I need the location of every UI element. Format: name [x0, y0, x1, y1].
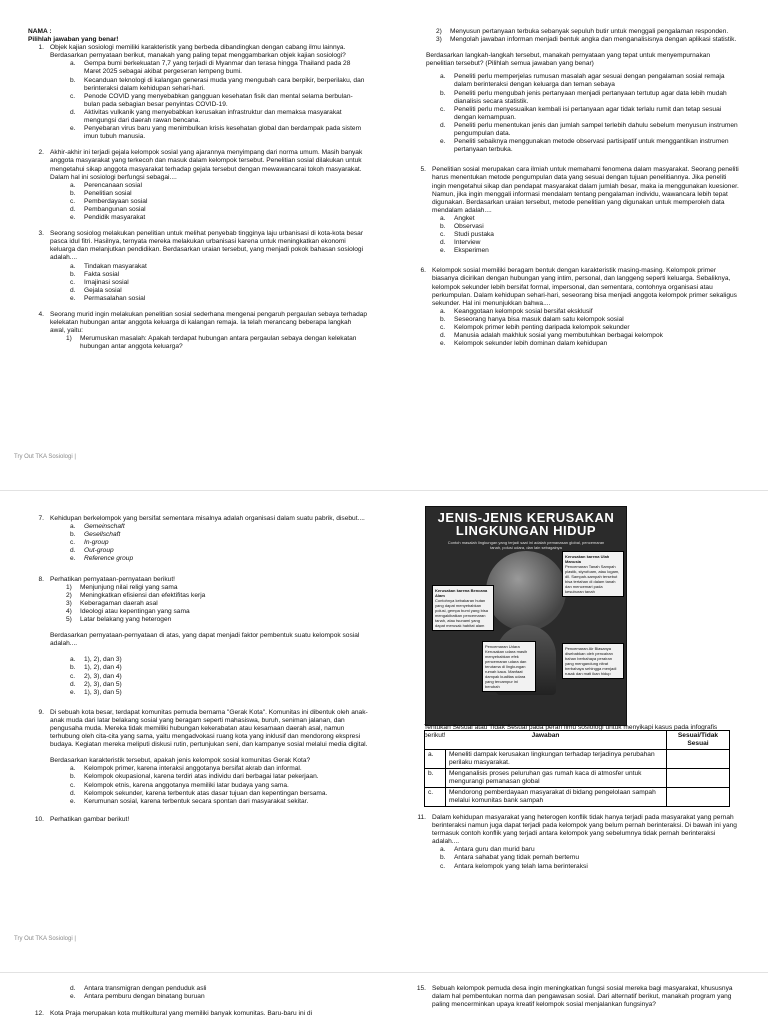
question-9 [28, 709, 368, 749]
answer-option[interactable]: d. Gejala sosial [70, 286, 122, 294]
table-row [425, 750, 730, 769]
question-number: 11. [417, 814, 426, 821]
answer-option[interactable]: d. 2), 3), dan 5) [70, 680, 122, 688]
infographic-box-natural-disaster: Kerusakan karena Bencana Alam Contohnya kebakaran hutan yang dapat menyebabkan polusi, gempa bumi yang bisa mengakibatkan pencemaran tanah, atau tsunami yang dapat merusak habitat alam [432, 585, 494, 631]
infographic-box-air-pollution: Pencemaran Udara Kerusakan udara masih menyebabkan efek pencemaran udara dan terutama di lingkungan rumah kaca. Manfaat dampak kualitas udara yang tercampur ini berubah [482, 641, 536, 692]
question-text: Di sebuah kota besar, terdapat komunitas pemuda bernama "Gerak Kota". Komunitas ini dibentuk oleh anak-anak muda dari latar belakang sosial yang beragam seperti mahasiswa, buruh, seniman jalanan, dan pengusaha muda. Mereka tidak memiliki hubungan kekerabatan atau kesamaan daerah asal, namun terhubung oleh cita-cita yang sama, yaitu mengadvokasi ruang kota yang inklusif dan mendorong ekspresi budaya. Kegiatan mereka meliputi diskusi rutin, pertunjukan seni, dan kampanye sosial melalui media digital. [50, 708, 368, 749]
answer-option[interactable]: d. Manusia adalah makhluk sosial yang membutuhkan berbagai kelompok [440, 332, 663, 340]
answer-option[interactable]: c. Imajinasi sosial [70, 278, 129, 286]
q4-step: 1) Merumuskan masalah: Apakah terdapat hubungan antara pergaulan sebaya dengan kelekatan hubungan antar anggota keluarga? [66, 335, 357, 351]
answer-option[interactable]: a. Gempa bumi berkekuatan 7,7 yang terjadi di Myanmar dan terasa hingga Thailand pada 28 Maret 2025 sebagai akibat pergeseran lempeng bumi. [70, 60, 351, 76]
question-number: 1. [38, 44, 44, 52]
answer-option[interactable]: a. Perencanaan sosial [70, 181, 142, 189]
infographic-title: JENIS-JENIS KERUSAKAN LINGKUNGAN HIDUP [437, 510, 615, 538]
statement-item: 4) Ideologi atau kepentingan yang sama [66, 607, 190, 615]
answer-option[interactable]: a. Tindakan masyarakat [70, 262, 147, 270]
question-number: 8. [38, 575, 44, 583]
question-text: Perhatikan pernyataan-pernyataan berikut! [50, 575, 175, 583]
answer-option[interactable]: b. Gesellschaft [70, 531, 121, 539]
answer-option[interactable]: d. Aktivitas vulkanik yang menyebabkan kerusakan infrastruktur dan memaksa masyarakat mengungsi dari daerah rawan bencana. [70, 108, 342, 125]
answer-option[interactable]: e. Kerumunan sosial, karena terbentuk secara spontan dari masyarakat sekitar. [70, 797, 309, 805]
answer-option[interactable]: b. Kecanduan teknologi di kalangan generasi muda yang mengubah cara berpikir, berperilaku, dan berinteraksi dalam kehidupan sehari-hari. [70, 76, 365, 92]
answer-option[interactable]: d. Pembangunan sosial [70, 205, 146, 213]
question-text: Sebuah kelompok pemuda desa ingin meningkatkan fungsi sosial mereka bagi masyarakat, khususnya dalam hal pembentukan norma dan pengawasan sosial. Dari alternatif berikut, manakah program yang paling mencerminkan upaya kreatif kelompok sosial menjalankan fungsinya? [432, 985, 733, 1009]
question-number: 4. [38, 311, 44, 318]
page-3 [0, 972, 768, 1025]
page3-left-column [28, 985, 368, 1018]
question-text: Tentukan Sesuai atau Tidak Sesuai pada peran ilmu sosiologi untuk menyikapi kasus pada infografis berikut! [424, 724, 718, 740]
instruction-text: Pilihlah jawaban yang benar! [28, 36, 119, 44]
column-header-sesuai: Sesuai/Tidak Sesuai [667, 731, 730, 750]
question-3 [28, 230, 368, 262]
answer-option[interactable]: c. Kelompok primer lebih penting daripada kelompok sekunder [440, 324, 630, 331]
answer-option[interactable]: b. Observasi [440, 222, 484, 230]
answer-option[interactable]: c. In-group [70, 539, 109, 547]
statement-item: 2) Meningkatkan efisiensi dan efektifitas kerja [66, 591, 206, 599]
q5-options [410, 215, 740, 255]
question-1 [28, 44, 368, 60]
question-text: Berdasarkan pernyataan-pernyataan di atas, yang dapat menjadi faktor pembentuk suatu kelompok sosial adalah.... [50, 632, 360, 648]
question-number: 10. [34, 815, 44, 823]
answer-option[interactable]: b. Penelitian sosial [70, 189, 132, 197]
row-statement: Mendorong pemberdayaan masyarakat di bidang pengelolaan sampah melalui komunitas bank sampah [446, 788, 667, 807]
statement-item: 3) Keberagaman daerah asal [66, 599, 158, 607]
answer-option[interactable]: a. Gemeinschaft [70, 523, 125, 531]
answer-option[interactable]: d. Antara transmigran dengan penduduk asli [70, 985, 207, 992]
question-text: Kota Praja merupakan kota multikultural yang memiliki banyak komunitas. Baru-baru ini di [50, 1010, 313, 1018]
question-number: 12. [34, 1010, 44, 1018]
q6-options [410, 308, 740, 348]
question-text: Penelitian sosial merupakan cara ilmiah untuk memahami fenomena dalam masyarakat. Seorang peneliti harus menentukan metode pengumpulan data yang sesuai dengan tujuan penelitiannya. Jika peneliti ingin mengetahui sikap dan pendapat masyarakat dalam jumlah besar, maka ia menggunakan kuesioner. Namun, jika ingin menggali informasi mendalam tentang pengalaman individu, wawancara lebih tepat digunakan. Berdasarkan uraian tersebut, metode penelitian yang digunakan untuk memperoleh data mendalam adalah.... [432, 166, 739, 214]
question-15 [410, 985, 740, 1009]
answer-option[interactable]: d. Peneliti perlu menentukan jenis dan jumlah sampel terlebih dahulu sebelum menyusun instrumen pengumpulan data. [440, 121, 738, 138]
answer-option[interactable]: b. Peneliti perlu mengubah jenis pertanyaan menjadi pertanyaan tertutup agar data lebih mudah dianalisis secara statistik. [440, 89, 727, 105]
answer-option[interactable]: c. Kelompok etnis, karena anggotanya memiliki latar budaya yang sama. [70, 781, 289, 789]
answer-option[interactable]: a. Keanggotaan kelompok sosial bersifat eksklusif [440, 307, 593, 315]
answer-option[interactable]: b. Fakta sosial [70, 270, 120, 278]
q2-options [28, 182, 368, 222]
row-answer-cell[interactable] [667, 769, 730, 788]
answer-option[interactable]: e. Peneliti sebaiknya menggunakan metode observasi partisipatif untuk menggantikan instrumen pertanyaan terbuka. [440, 138, 729, 154]
statement-item: 1) Menjunjung nilai religi yang sama [66, 583, 178, 591]
q4-options [410, 73, 740, 154]
q7-options [28, 523, 368, 563]
answer-option[interactable]: c. Penode COVID yang menyebabkan gangguan kesehatan fisik dan mental selama berbulan-bulan pada sebagian besar penyintas COVID-19. [70, 92, 353, 108]
answer-option[interactable]: b. Seseorang hanya bisa masuk dalam satu kelompok sosial [440, 315, 624, 323]
question-text: Akhir-akhir ini terjadi gejala kelompok sosial yang ajarannya menyimpang dari norma umum. Masih banyak anggota masyarakat yang terkecoh dan masuk dalam kelompok tersebut. Penelitian sosial dilakukan untuk mengetahui sikap anggota masyarakat terhadap gejala tersebut dengan mewawancarai tokoh masyarakat. Dalam hal ini sosiologi berfungsi sebagai.... [50, 149, 363, 181]
column-header-jawaban: Jawaban [425, 731, 667, 750]
answer-option[interactable]: d. Interview [440, 239, 481, 247]
answer-option[interactable]: c. Peneliti perlu menyesuaikan kembali isi pertanyaan agar tidak terlalu rumit dan tetap sesuai dengan kemampuan. [440, 105, 722, 121]
answer-option[interactable]: a. 1), 2), dan 3) [70, 656, 122, 664]
answer-option[interactable]: a. Kelompok primer, karena interaksi anggotanya bersifat akrab dan informal. [70, 765, 302, 773]
question-text: Seorang murid ingin melakukan penelitian sosial sederhana mengenai pengaruh pergaulan sebaya terhadap kelekatan hubungan antar anggota keluarga di kalangan remaja. Ia telah merancang beberapa langkah awal, yaitu: [50, 311, 368, 335]
answer-option[interactable]: e. Penyebaran virus baru yang menimbulkan krisis kesehatan global dan berdampak pada sistem imun tubuh manusia. [70, 125, 362, 141]
answer-option[interactable]: d. Kelompok sekunder, karena terbentuk atas dasar tujuan dan kepentingan bersama. [70, 789, 328, 797]
row-answer-cell[interactable] [667, 750, 730, 769]
question-text: Objek kajian sosiologi memiliki karakteristik yang berbeda dibandingkan dengan cabang ilmu lainnya. Berdasarkan pernyataan berikut, manakah yang paling tepat menggambarkan objek kajian sosiologi? [50, 44, 346, 60]
q8-statements [28, 584, 368, 624]
answer-option[interactable]: e. Antara pemburu dengan binatang buruan [70, 993, 205, 1001]
question-10 [28, 816, 368, 824]
question-text: Kelompok sosial memiliki beragam bentuk dengan karakteristik masing-masing. Kelompok primer biasanya dicirikan dengan hubungan yang intim, personal, dan langgeng seperti keluarga. Sebaliknya, kelompok sekunder lebih bersifat formal, impersonal, dan sementara, contohnya organisasi atau perkumpulan. Dalam kehidupan sehari-hari, seseorang bisa menjadi anggota kelompok primer sekaligus sekunder. Hal ini menunjukkan bahwa.... [432, 267, 737, 307]
environment-damage-infographic [425, 506, 627, 726]
page1-right-column [410, 28, 740, 348]
q4-step: 2) Menyusun pertanyaan terbuka sebanyak sepuluh butir untuk menggali pengalaman responden. [436, 28, 729, 35]
page3-right-column [410, 985, 740, 1009]
row-statement: Menganalisis proses peluruhan gas rumah kaca di atmosfer untuk mengurangi pemanasan global [446, 769, 667, 788]
row-letter: a. [425, 750, 446, 769]
question-5 [410, 166, 740, 215]
infographic-intro: Contoh masalah lingkungan yang terjadi saat ini adalah pemanasan global, pencemaran tanah, polusi udara, dan lain sebagainya [447, 540, 605, 550]
question-6 [410, 267, 740, 307]
question-8 [28, 576, 368, 584]
page2-right-column [410, 814, 740, 871]
page-footer: Try Out TKA Sosiologi | [14, 936, 76, 942]
question-7 [28, 515, 368, 523]
question-text: Kehidupan berkelompok yang bersifat sementara misalnya adalah organisasi dalam suatu pabrik, disebut.... [50, 515, 365, 522]
infographic-box-human-activity: Kerusakan karena Ulah Manusia Pencemaran Tanah Sampah plastik, styrofoam, atau logam, dll. Sampah-sampah tersebut bisa tertahan di dalam tanah dan mencemari pada kesuburan tanah [562, 551, 624, 597]
question-text: Dalam kehidupan masyarakat yang heterogen konflik tidak hanya terjadi pada masyarakat yang pernah berinteraksi namun juga dapat terjadi pada kelompok yang belum pernah berinteraksi. Di bawah ini yang termasuk contoh konflik yang terjadi antara kelompok yang sebelumnya tidak pernah berinteraksi adalah.... [432, 814, 737, 846]
answer-option[interactable]: b. Kelompok okupasional, karena terdiri atas individu dari berbagai latar pekerjaan. [70, 773, 319, 781]
answer-option[interactable]: c. Antara kelompok yang telah lama berinteraksi [440, 862, 588, 870]
q1-options [28, 60, 368, 141]
question-text: Seorang sosiolog melakukan penelitian untuk melihat penyebab tingginya laju urbanisasi di kota-kota besar pasca idul fitri. Hasilnya, ternyata mereka melakukan urbanisasi karena untuk meningkatkan ekonomi keluarga dan melanjutkan pendidikan. Berdasarkan uraian tersebut, yang menjadi pokok bahasan sosiologi adalah.... [50, 230, 364, 262]
question-12 [28, 1010, 368, 1018]
question-number: 6. [420, 267, 426, 275]
answer-option[interactable]: c. 2), 3), dan 4) [70, 672, 122, 680]
answer-option[interactable]: d. Out-group [70, 547, 114, 555]
question-number: 7. [38, 515, 44, 522]
page-1 [0, 0, 768, 474]
row-letter: c. [425, 788, 446, 807]
answer-option[interactable]: c. Pemberdayaan sosial [70, 197, 148, 205]
question-number: 3. [38, 230, 44, 238]
row-letter: b. [425, 769, 446, 788]
answer-option[interactable]: a. Peneliti perlu memperjelas rumusan masalah agar sesuai dengan pengalaman sosial remaja dalam berinteraksi dengan keluarga dan teman sebaya [440, 73, 725, 89]
row-statement: Meneliti dampak kerusakan lingkungan terhadap terjadinya perubahan perilaku masyarakat. [446, 750, 667, 769]
answer-option[interactable]: e. Pendidik masyarakat [70, 214, 146, 222]
question-number: 15. [416, 985, 426, 992]
question-number: 9. [38, 708, 44, 716]
page-footer: Try Out TKA Sosiologi | [14, 454, 76, 460]
q9-options [28, 765, 368, 805]
q11-options [410, 846, 740, 870]
answer-option[interactable]: e. Reference group [70, 555, 134, 563]
page2-left-column [28, 515, 368, 824]
table-row [425, 788, 730, 807]
question-number: 2. [38, 149, 44, 157]
globe-illustration-icon [486, 551, 566, 631]
infographic-box-water-pollution: Pencemaran Air Biasanya disebabkan oleh pencairan bahan berbahaya perairan yang mengandung nitrat berbahaya sehingga menjadi rusak dan mati ikan hidup [562, 643, 624, 679]
answer-option[interactable]: e. Kelompok sekunder lebih dominan dalam kehidupan [440, 340, 608, 348]
q8-options [28, 656, 368, 696]
question-11 [410, 814, 740, 846]
question-2 [28, 149, 368, 181]
question-text: Perhatikan gambar berikut! [50, 815, 130, 823]
q4-step: 3) Mengolah jawaban informan menjadi bentuk angka dan menganalisisnya dengan aplikasi statistik. [436, 36, 737, 44]
question-number: 5. [420, 166, 426, 174]
question-4 [28, 311, 368, 335]
question-text: Berdasarkan langkah-langkah tersebut, manakah pernyataan yang tepat untuk menyempurnakan penelitian tersebut? (Pilihlah semua jawaban yang benar) [426, 52, 711, 68]
name-field-label: NAMA : [28, 28, 52, 35]
table-row [425, 769, 730, 788]
q3-options [28, 263, 368, 303]
answer-option[interactable]: e. Eksperimen [440, 247, 489, 255]
question-text: Berdasarkan karakteristik tersebut, apakah jenis kelompok sosial komunitas Gerak Kota? [50, 757, 311, 765]
answer-table [424, 730, 730, 807]
row-answer-cell[interactable] [667, 788, 730, 807]
answer-option[interactable]: a. Antara guru dan murid baru [440, 846, 535, 854]
answer-option[interactable]: e. 1), 3), dan 5) [70, 688, 122, 696]
page1-left-column [28, 28, 368, 351]
answer-option[interactable]: b. 1), 2), dan 4) [70, 664, 122, 672]
statement-item: 5) Latar belakang yang heterogen [66, 616, 172, 624]
answer-option[interactable]: b. Antara sahabat yang tidak pernah bertemu [440, 854, 579, 862]
table-header-row [425, 731, 730, 750]
answer-option[interactable]: c. Studi pustaka [440, 231, 494, 239]
answer-option[interactable]: a. Angket [440, 214, 475, 222]
answer-option[interactable]: e. Permasalahan sosial [70, 294, 146, 302]
